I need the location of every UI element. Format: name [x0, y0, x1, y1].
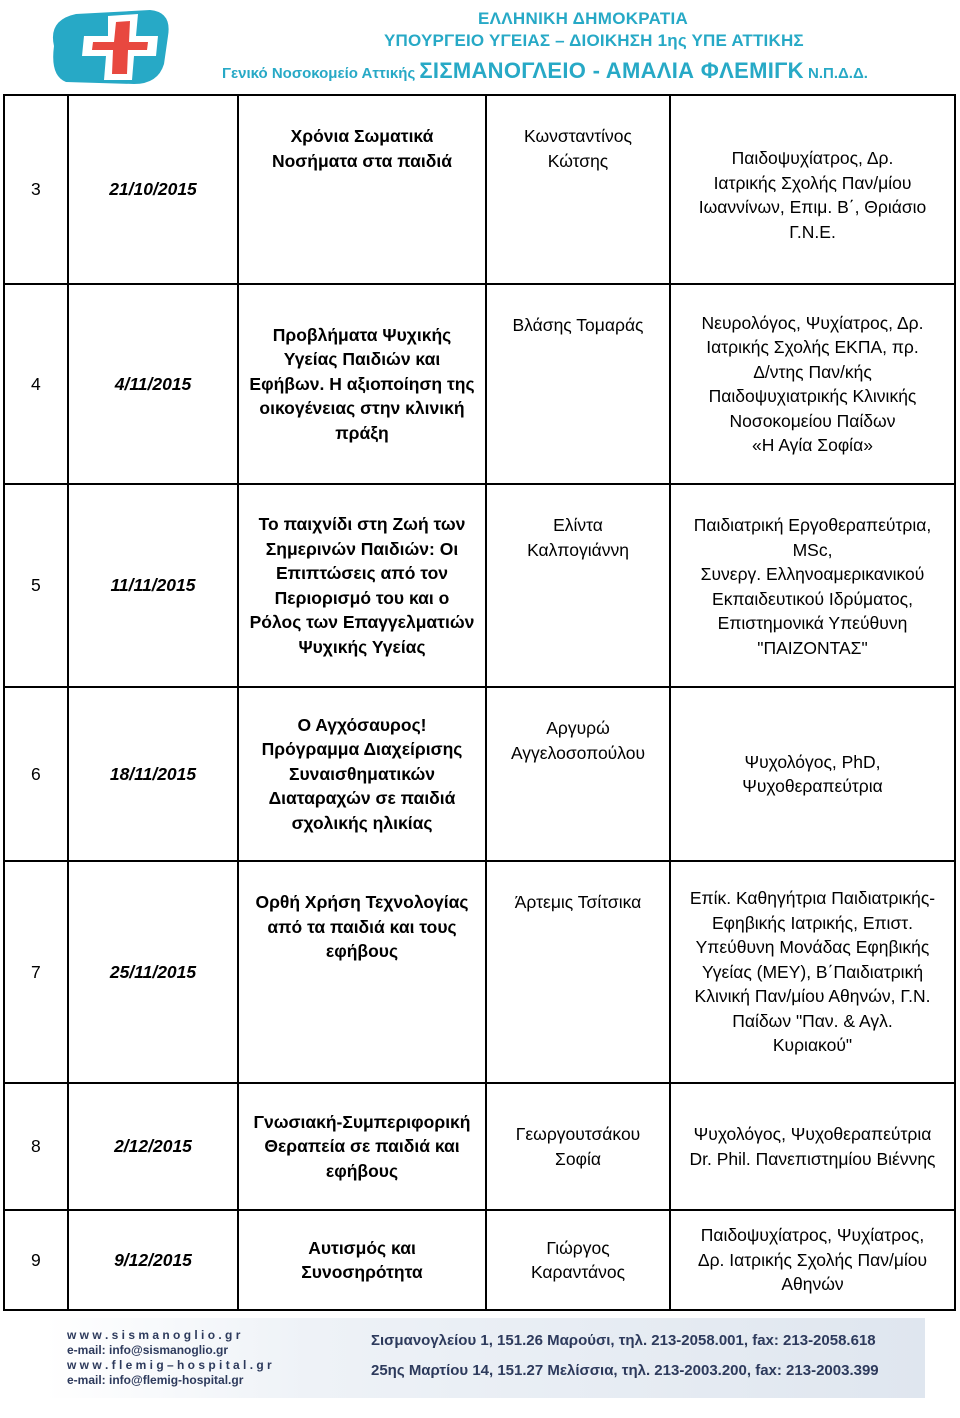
- row-speaker-line: Γεωργουτσάκου: [515, 1124, 641, 1144]
- row-topic-line: Προβλήματα Ψυχικής: [272, 324, 452, 345]
- row-topic-line: Εφήβων. Η αξιοποίηση της: [249, 373, 475, 394]
- row-credentials: [670, 687, 955, 861]
- row-topic-line: εφήβους: [325, 941, 399, 961]
- row-topic-line: Χρόνια Σωματικά: [290, 126, 434, 146]
- header-hospital-name: [222, 58, 868, 84]
- table-row: [4, 687, 955, 861]
- table-row: [4, 861, 955, 1083]
- row-topic-line: Ψυχικής Υγείας: [298, 636, 426, 657]
- footer-address-marousi: Σισμανογλείου 1, 151.26 Μαρούσι, τηλ. 213-2058.001, fax: 213-2058.618: [371, 1332, 876, 1349]
- row-speaker: [486, 1083, 670, 1210]
- row-speaker-line: Κωνσταντίνος: [524, 126, 632, 146]
- row-credentials-line: Γ.Ν.Ε.: [789, 221, 836, 242]
- row-speaker-line: Αργυρώ: [546, 718, 610, 738]
- row-credentials-line: Ψυχολόγος, Ψυχοθεραπεύτρια: [693, 1124, 932, 1144]
- row-credentials-line: Κλινική Παν/μίου Αθηνών, Γ.Ν.: [694, 986, 931, 1007]
- row-topic-line: Ρόλος των Επαγγελματιών: [249, 612, 475, 632]
- schedule-body: [4, 95, 955, 1310]
- footer-address-melissia: 25ης Μαρτίου 14, 151.27 Μελίσσια, τηλ. 213-2003.200, fax: 213-2003.399: [371, 1362, 879, 1379]
- row-credentials-line: Υγείας (ΜΕΥ), Β΄Παιδιατρική: [701, 961, 924, 982]
- row-credentials: [670, 484, 955, 687]
- row-credentials-line: Εφηβικής Ιατρικής, Επιστ.: [711, 912, 914, 933]
- row-credentials-line: Υπεύθυνη Μονάδας Εφηβικής: [695, 937, 930, 958]
- row-topic-line: Ορθή Χρήση Τεχνολογίας: [255, 892, 469, 912]
- hospital-cross-logo-icon: [46, 6, 176, 88]
- footer-email-flemig[interactable]: e-mail: info@flemig-hospital.gr: [67, 1373, 244, 1387]
- row-credentials-line: Παιδοψυχίατρος, Δρ.: [731, 148, 894, 168]
- row-speaker-line: Σοφία: [555, 1148, 601, 1169]
- row-credentials-line: Ιωαννίνων, Επιμ. Β΄, Θριάσιο: [698, 197, 927, 217]
- row-number: 4: [4, 284, 68, 484]
- footer-web-flemig[interactable]: w w w . f l e m i g – h o s p i t a l . g r: [67, 1358, 272, 1372]
- row-credentials-line: Παίδων "Παν. & Αγλ.: [732, 1010, 893, 1031]
- row-number: 8: [4, 1083, 68, 1210]
- row-speaker-line: Καραντάνος: [530, 1262, 626, 1282]
- row-speaker-line: Καλπογιάννη: [527, 539, 629, 560]
- row-topic-line: εφήβους: [325, 1160, 399, 1181]
- row-topic-line: Αυτισμός και: [308, 1237, 416, 1258]
- row-topic: [238, 284, 486, 484]
- table-row: [4, 284, 955, 484]
- row-topic-line: Γνωσιακή-Συμπεριφορική: [253, 1111, 471, 1132]
- schedule-table: [3, 94, 956, 1311]
- row-credentials-line: Νευρολόγος, Ψυχίατρος, Δρ.: [701, 312, 924, 333]
- row-topic-line: Διαταραχών σε παιδιά: [268, 788, 456, 809]
- row-credentials-line: "ΠΑΙΖΟΝΤΑΣ": [757, 637, 868, 658]
- row-date: 25/11/2015: [68, 861, 238, 1083]
- footer-contacts: [67, 1328, 272, 1388]
- row-topic: [238, 484, 486, 687]
- row-topic: [238, 95, 486, 284]
- row-credentials: [670, 95, 955, 284]
- header-hospital-title: ΣΙΣΜΑΝΟΓΛΕΙΟ - ΑΜΑΛΙΑ ΦΛΕΜΙΓΚ: [419, 58, 804, 83]
- row-credentials-line: Δ/ντης Παν/κής: [753, 361, 872, 382]
- row-topic-line: Ο Αγχόσαυρος!: [297, 714, 427, 735]
- row-credentials-line: Συνεργ. Ελληνοαμερικανικού: [700, 564, 925, 584]
- row-credentials-line: Επιστημονικά Υπεύθυνη: [717, 613, 908, 633]
- row-credentials-line: Ψυχολόγος, PhD,: [744, 751, 881, 772]
- row-credentials: [670, 861, 955, 1083]
- row-date: 21/10/2015: [68, 95, 238, 284]
- row-speaker: [486, 484, 670, 687]
- row-credentials-line: Δρ. Ιατρικής Σχολής Παν/μίου: [697, 1249, 928, 1270]
- row-speaker: [486, 687, 670, 861]
- header-hospital-suffix: Ν.Π.Δ.Δ.: [803, 65, 868, 82]
- row-topic-line: οικογένειας στην κλινική: [259, 398, 465, 419]
- row-topic-line: Θεραπεία σε παιδιά και: [264, 1136, 460, 1157]
- row-number: 7: [4, 861, 68, 1083]
- row-credentials-line: MSc,: [792, 539, 833, 560]
- footer-web-sismanoglio[interactable]: w w w . s i s m a n o g l i o . g r: [67, 1328, 241, 1342]
- row-credentials-line: Επίκ. Καθηγήτρια Παιδιατρικής-: [689, 888, 936, 909]
- table-row: [4, 1083, 955, 1210]
- row-credentials-line: Ιατρικής Σχολής Παν/μίου: [713, 172, 912, 193]
- row-credentials-line: Αθηνών: [781, 1274, 844, 1295]
- row-topic: [238, 1210, 486, 1310]
- row-date: 18/11/2015: [68, 687, 238, 861]
- row-credentials-line: Κυριακού": [772, 1035, 853, 1056]
- row-speaker-line: Βλάσης Τομαράς: [512, 315, 644, 335]
- row-date: 2/12/2015: [68, 1083, 238, 1210]
- row-credentials-line: Dr. Phil. Πανεπιστημίου Βιέννης: [689, 1148, 936, 1169]
- row-topic-line: Επιπτώσεις από τον: [276, 563, 448, 583]
- row-topic: [238, 861, 486, 1083]
- row-topic-line: Περιορισμό του και ο: [274, 587, 450, 608]
- row-date: 4/11/2015: [68, 284, 238, 484]
- row-credentials-line: Παιδοψυχιατρικής Κλινικής: [708, 386, 917, 406]
- row-topic-line: Συνοσηρότητα: [301, 1262, 423, 1282]
- row-topic: [238, 687, 486, 861]
- row-number: 9: [4, 1210, 68, 1310]
- row-topic: [238, 1083, 486, 1210]
- table-row: [4, 484, 955, 687]
- row-credentials: [670, 284, 955, 484]
- row-speaker-line: Κώτσης: [547, 150, 609, 171]
- row-topic-line: Νοσήματα στα παιδιά: [271, 150, 453, 171]
- row-credentials-line: Ιατρικής Σχολής ΕΚΠΑ, πρ.: [706, 337, 919, 357]
- row-number: 5: [4, 484, 68, 687]
- row-credentials-line: Παιδιατρική Εργοθεραπεύτρια,: [693, 515, 932, 535]
- row-date: 11/11/2015: [68, 484, 238, 687]
- row-topic-line: σχολικής ηλικίας: [291, 812, 433, 833]
- footer-email-sismanoglio[interactable]: e-mail: info@sismanoglio.gr: [67, 1343, 229, 1357]
- row-speaker-line: Άρτεμις Τσίτσικα: [514, 892, 642, 912]
- row-topic-line: Συναισθηματικών: [289, 763, 435, 784]
- row-speaker: [486, 1210, 670, 1310]
- row-topic-line: πράξη: [335, 422, 389, 443]
- table-row: [4, 1210, 955, 1310]
- row-speaker-line: Αγγελοσοπούλου: [510, 742, 646, 763]
- table-row: [4, 95, 955, 284]
- row-credentials-line: «Η Αγία Σοφία»: [752, 435, 873, 455]
- row-speaker: [486, 95, 670, 284]
- row-credentials-line: Νοσοκομείου Παίδων: [729, 410, 896, 431]
- header-country: ΕΛΛΗΝΙΚΗ ΔΗΜΟΚΡΑΤΙΑ: [478, 9, 689, 28]
- row-credentials-line: Παιδοψυχίατρος, Ψυχίατρος,: [700, 1225, 925, 1246]
- row-credentials: [670, 1083, 955, 1210]
- row-credentials-line: Ψυχοθεραπεύτρια: [742, 776, 883, 796]
- row-number: 6: [4, 687, 68, 861]
- row-speaker: [486, 861, 670, 1083]
- row-topic-line: Υγείας Παιδιών και: [283, 349, 441, 370]
- row-credentials-line: Εκπαιδευτικού Ιδρύματος,: [712, 588, 913, 609]
- row-credentials: [670, 1210, 955, 1310]
- row-topic-line: Το παιχνίδι στη Ζωή των: [258, 514, 466, 534]
- header-hospital-prefix: Γενικό Νοσοκομείο Αττικής: [222, 65, 420, 82]
- row-speaker: [486, 284, 670, 484]
- row-speaker-line: Ελίντα: [553, 515, 603, 535]
- footer: [45, 1318, 925, 1398]
- row-date: 9/12/2015: [68, 1210, 238, 1310]
- row-topic-line: Σημερινών Παιδιών: Οι: [265, 538, 459, 559]
- row-topic-line: Πρόγραμμα Διαχείρισης: [261, 739, 463, 760]
- row-topic-line: από τα παιδιά και τους: [267, 916, 457, 937]
- letterhead: [0, 0, 960, 92]
- header-ministry: ΥΠΟΥΡΓΕΙΟ ΥΓΕΙΑΣ – ΔΙΟΙΚΗΣΗ 1ης ΥΠΕ ΑΤΤΙΚΗΣ: [384, 31, 804, 50]
- row-number: 3: [4, 95, 68, 284]
- row-speaker-line: Γιώργος: [546, 1237, 610, 1258]
